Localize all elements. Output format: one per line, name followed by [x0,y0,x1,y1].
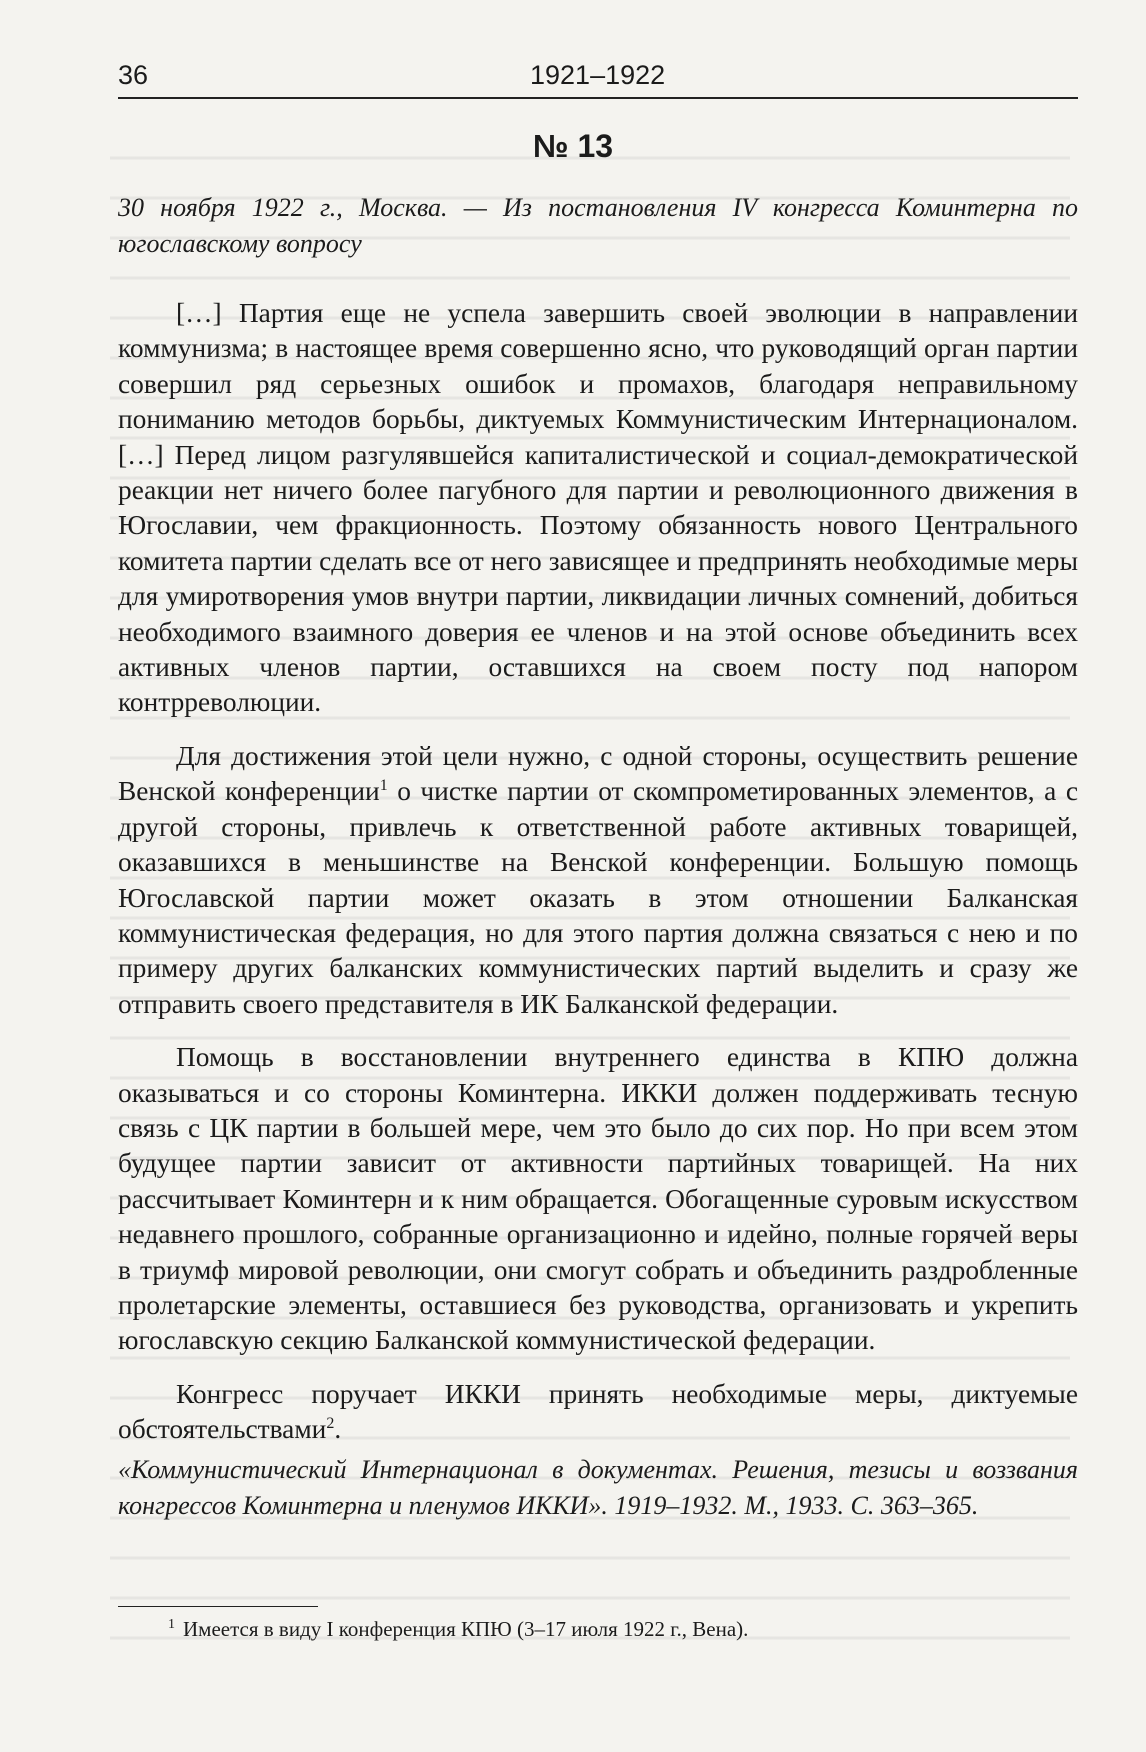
footnote-mark: 1 [168,1617,175,1632]
header-divider [118,97,1078,99]
footnote-1 [168,1614,1068,1644]
body-paragraph-1: […] Партия еще не успела завершить своей эволюции в направлении коммунизма; в настоящее время совершенно ясно, что руководящий орган партии совершил ряд серьезных ошибок и промахов, благодаря неправильному пониманию методов борьбы, диктуемых Коммунистическим Интернационалом. […] Перед лицом разгулявшейся капиталистической и социал-демократической реакции нет ничего более пагубного для партии и революционного движения в Югославии, чем фракционность. Поэтому обязанность нового Центрального комитета партии сделать все от него зависящее и предпринять необходимые меры для умиротворения умов внутри партии, ликвидации личных сомнений, добиться необходимого взаимного доверия ее членов и на этой основе объединить всех активных членов партии, оставшихся на своем посту под напором контрреволюции. [118,298,1078,718]
footnote-divider [118,1606,318,1607]
body-paragraph-2: Для достижения этой цели нужно, с одной стороны, осуществить решение Венской конференции$^1$ о чистке партии от скомпрометированных элементов, а с другой стороны, привлечь к ответственной работе активных товарищей, оказавшихся в меньшинстве на Венской конференции. Большую помощь Югославской партии может оказать в этом отношении Балканская коммунистическая федерация, но для этого партия должна связаться с нею и по примеру других балканских коммунистических партий выделить и сразу же отправить своего представителя в ИК Балканской федерации. [118,740,1078,1019]
body-paragraph-3: Помощь в восстановлении внутреннего единства в КПЮ должна оказываться и со стороны Коминтерна. ИККИ должен поддерживать тесную связь с ЦК партии в большей мере, чем это было до сих пор. Но при всем этом будущее партии зависит от активности партийных товарищей. На них рассчитывает Коминтерн и к ним обращается. Обогащенные суровым искусством недавнего прошлого, собранные организационно и идейно, полные горячей веры в триумф мировой революции, они смогут собрать и объединить раздробленные пролетарские элементы, оставшиеся без руководства, организовать и укрепить югославскую секцию Балканской коммунистической федерации. [118,1042,1078,1356]
page-number: 36 [118,60,149,90]
page-header [118,56,1078,96]
footnote-ref-2: 2 [326,1415,335,1433]
footnote-ref-1: 1 [379,777,388,795]
body-paragraph-4: Конгресс поручает ИККИ принять необходимые меры, диктуемые обстоятельствами$^2$. [118,1378,1078,1445]
running-title: 1921–1922 [530,60,666,90]
document-heading: 30 ноября 1922 г., Москва. — Из постановления IV конгресса Коминтерна по югославскому вопросу [118,193,1078,258]
document-body [118,296,1078,1448]
source-citation: «Коммунистический Интернационал в документах. Решения, тезисы и воззвания конгрессов Коминтерна и пленумов ИККИ». 1919–1932. М., 1933. С. 363–365. [118,1455,1078,1520]
footnote-text: Имеется в виду I конференция КПЮ (3–17 июля 1922 г., Вена). [183,1617,749,1641]
document-number: № 13 [532,128,614,164]
